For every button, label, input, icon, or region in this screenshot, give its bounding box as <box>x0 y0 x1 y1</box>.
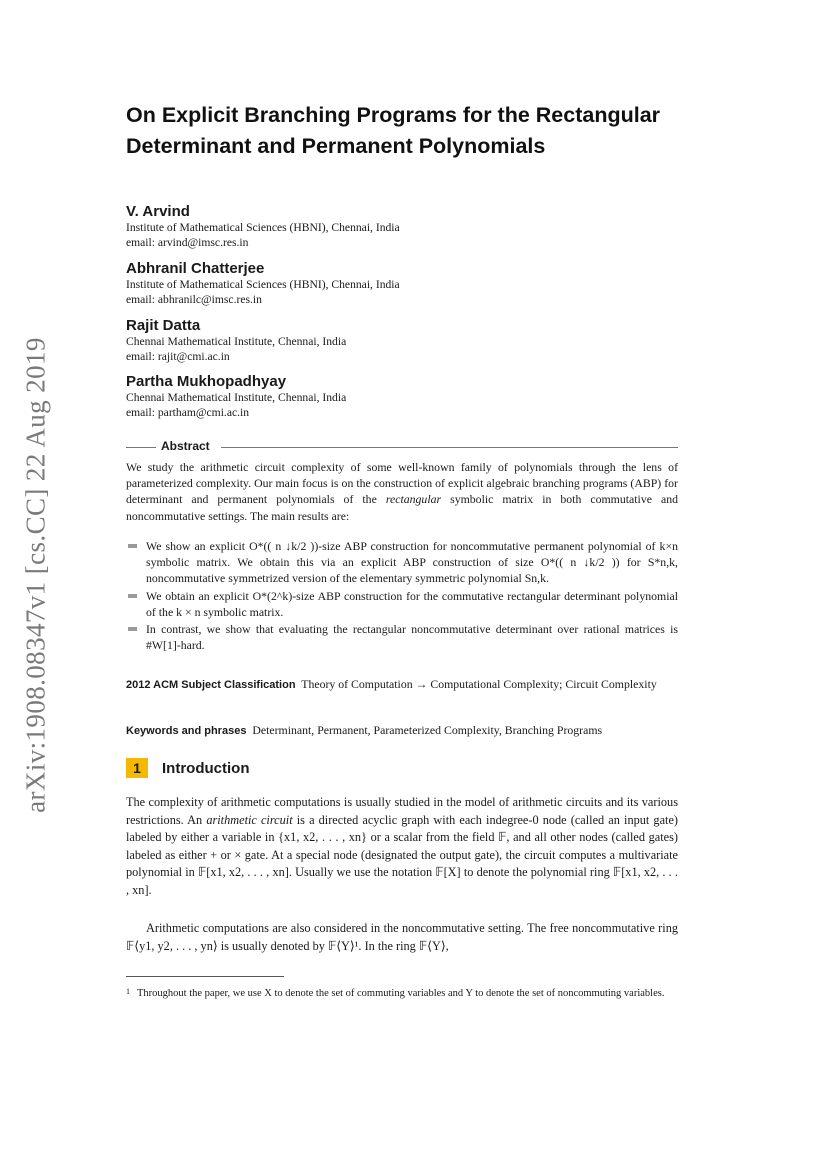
abstract-heading-rule <box>126 440 678 454</box>
bullet-marker <box>128 594 137 598</box>
author-block <box>126 316 686 364</box>
author-name: Abhranil Chatterjee <box>126 260 265 277</box>
abstract-text <box>126 459 678 524</box>
list-item-text: In contrast, we show that evaluating the rectangular noncommutative determinant over rational matrices is #W[1]-hard. <box>146 622 678 653</box>
paper-title: On Explicit Branching Programs for the Rectangular Determinant and Permanent Polynomials <box>126 103 661 158</box>
author-email: email: abhranilc@imsc.res.in <box>126 292 262 306</box>
author-affiliation: Chennai Mathematical Institute, Chennai, India <box>126 391 347 404</box>
author-name: Partha Mukhopadhyay <box>126 373 287 390</box>
intro-paragraph: Arithmetic computations are also considered in the noncommutative setting. The free noncommutative ring 𝔽⟨y1, y2, . . . , yn⟩ is usually denoted by 𝔽⟨Y⟩¹. In the ring 𝔽⟨Y⟩, <box>126 921 678 953</box>
section-number: 1 <box>126 758 148 778</box>
main-results-list <box>126 538 678 654</box>
footnote-rule <box>126 976 284 977</box>
arxiv-identifier: arXiv:1908.08347v1 [cs.CC] 22 Aug 2019 <box>20 337 51 813</box>
footnote <box>126 987 678 1001</box>
section-heading <box>126 758 249 780</box>
author-block <box>126 372 686 420</box>
author-email: email: arvind@imsc.res.in <box>126 235 249 249</box>
keywords <box>126 723 678 739</box>
author-affiliation: Chennai Mathematical Institute, Chennai, India <box>126 335 347 348</box>
section-title: Introduction <box>162 759 250 777</box>
list-item <box>126 538 678 587</box>
acm-label: 2012 ACM Subject Classification <box>126 679 296 691</box>
keywords-text: Determinant, Permanent, Parameterized Complexity, Branching Programs <box>252 723 603 737</box>
intro-paragraph <box>126 794 678 900</box>
author-name: Rajit Datta <box>126 317 201 334</box>
list-item <box>126 621 678 653</box>
intro-text-part: The complexity of arithmetic computations is usually studied in the model of arithmetic circuits and its various restrictions. An <box>126 795 678 827</box>
abstract-text-part: We study the arithmetic circuit complexity of some well-known family of polynomials through the lens of parameterized complexity. Our main focus is on the construction of explicit algebraic branching programs (ABP) for determinant and permanent polynomials of the <box>126 460 678 507</box>
list-item-text: We obtain an explicit O*(2^k)-size ABP construction for the commutative rectangular determinant polynomial of the k × n symbolic matrix. <box>146 588 678 619</box>
author-block <box>126 202 686 250</box>
abstract-heading: Abstract <box>156 439 215 453</box>
list-item-text: We show an explicit O*(( n ↓k/2 ))-size ABP construction for noncommutative permanent polynomial of k×n symbolic matrix. We obtain this via an explicit ABP construction of size O*(( n ↓k/2 )) for S*n,k, noncommutative symmetrized version of the elementary symmetric polynomial Sn,k. <box>146 539 678 586</box>
author-affiliation: Institute of Mathematical Sciences (HBNI), Chennai, India <box>126 278 400 291</box>
intro-text-part: is a directed acyclic graph with each indegree-0 node (called an input gate) labeled by either a variable in {x1, x2, . . . , xn} or a scalar from the field 𝔽, and all other nodes (called gates) labeled as either + or × gate. At a special node (designated the output gate), the circuit computes a multivariate polynomial in 𝔽[x1, x2, . . . , xn]. Usually we use the notation 𝔽[X] to denote the polynomial ring 𝔽[x1, x2, . . . , xn]. <box>126 812 679 897</box>
bullet-marker <box>128 544 137 548</box>
arxiv-sidebar <box>16 330 56 820</box>
abstract-rule-right <box>221 447 678 448</box>
abstract-text-part: symbolic matrix in both commutative and noncommutative settings. The main results are: <box>126 492 679 523</box>
author-affiliation: Institute of Mathematical Sciences (HBNI), Chennai, India <box>126 221 400 234</box>
abstract-rule-left <box>126 447 156 448</box>
acm-classification <box>126 677 678 693</box>
footnote-mark: 1 <box>126 987 130 996</box>
author-email: email: partham@cmi.ac.in <box>126 405 250 419</box>
abstract-emphasis: rectangular <box>385 492 442 507</box>
intro-emphasis: arithmetic circuit <box>206 812 293 827</box>
author-email: email: rajit@cmi.ac.in <box>126 349 230 363</box>
list-item <box>126 588 678 620</box>
bullet-marker <box>128 627 137 631</box>
author-block <box>126 259 686 307</box>
author-name: V. Arvind <box>126 203 190 220</box>
acm-text: Theory of Computation → Computational Complexity; Circuit Complexity <box>301 677 657 691</box>
footnote-text: Throughout the paper, we use X to denote the set of commuting variables and Y to denote the set of noncommuting variables. <box>137 988 665 999</box>
keywords-label: Keywords and phrases <box>126 725 247 737</box>
